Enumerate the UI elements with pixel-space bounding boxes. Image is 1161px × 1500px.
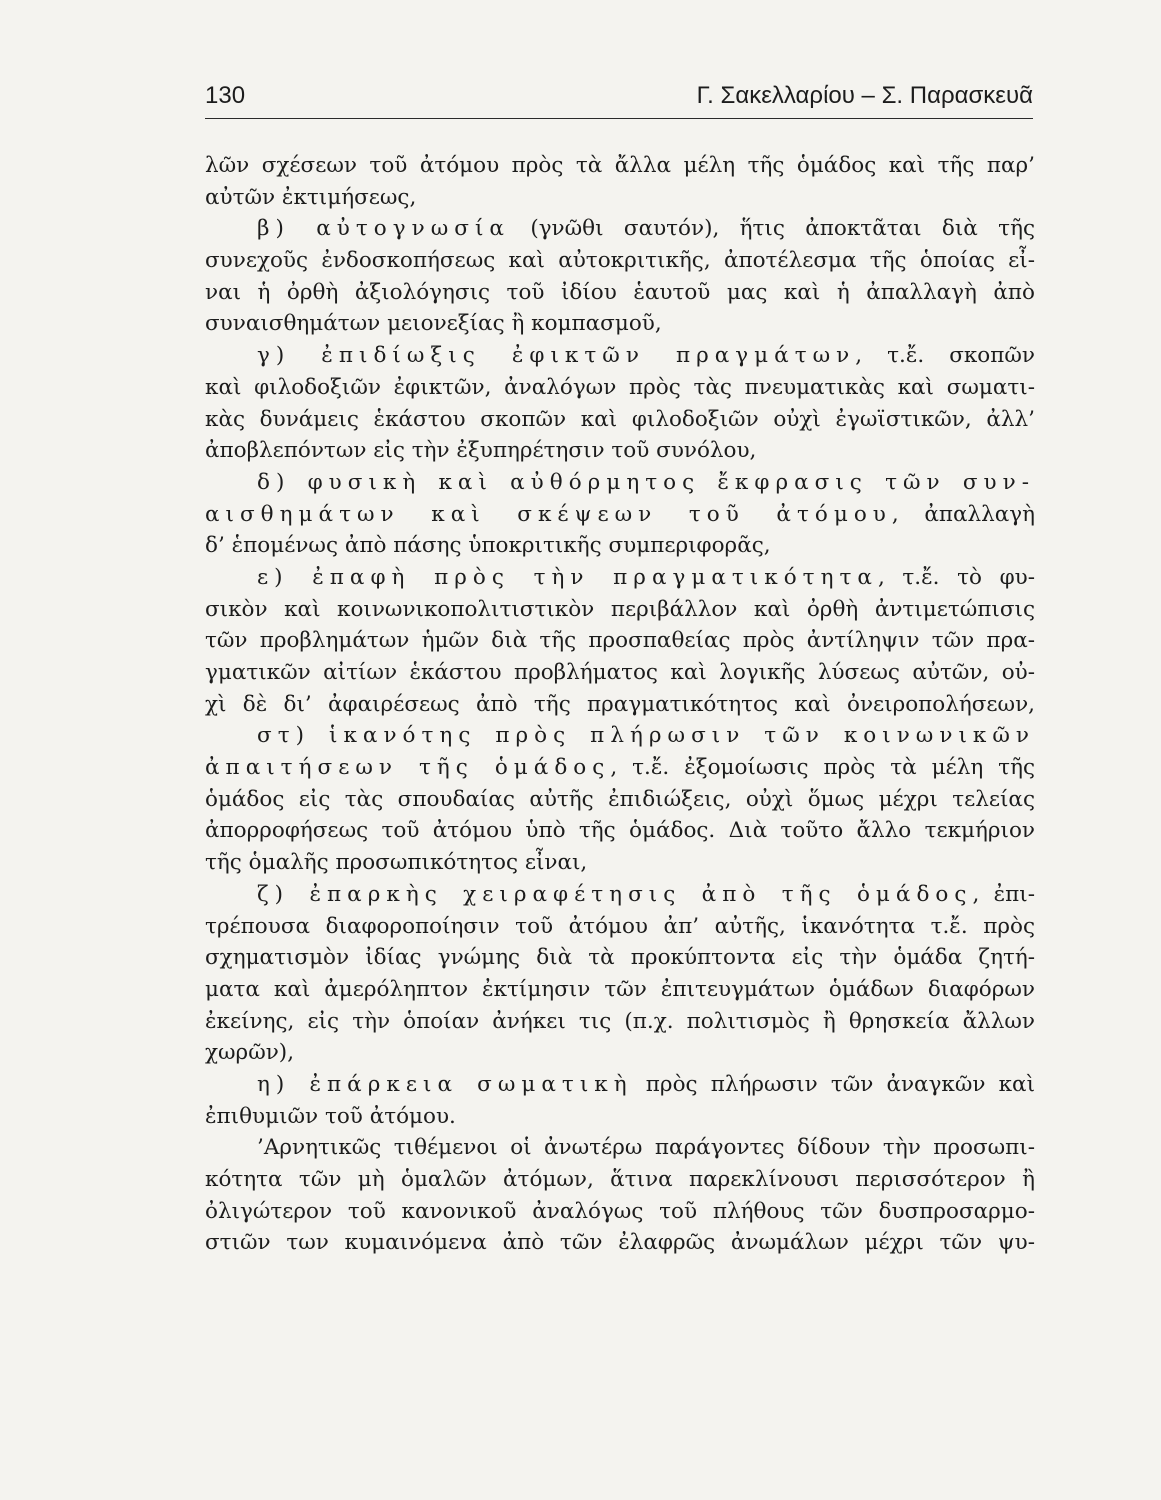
line-text: σχηματισμὸν ἰδίας γνώμης διὰ τὰ προκύπτοντα εἰς τὴν ὁμάδα ζητή- [205, 945, 1035, 971]
text-line [205, 499, 1035, 531]
line-text: τῶν προβλημάτων ἡμῶν διὰ τῆς προσπαθείας πρὸς ἀντίληψιν τῶν πρα- [205, 628, 1035, 654]
text-line [205, 689, 1035, 721]
text-line [205, 1101, 1035, 1133]
line-text: γματικῶν αἰτίων ἑκάστου προβλήματος καὶ λογικῆς λύσεως αὐτῶν, οὐ- [205, 660, 1035, 685]
spaced-term: ἀπαιτήσεων τῆς ὁμάδος [205, 755, 611, 781]
spaced-term: αισθημάτων καὶ σκέψεων τοῦ ἀτόμου [205, 501, 892, 527]
text-line [205, 942, 1035, 974]
line-text: χωρῶν), [205, 1040, 295, 1066]
text-line [205, 1227, 1035, 1259]
text-line [205, 1006, 1035, 1038]
text-line [205, 1037, 1035, 1069]
text-line [205, 879, 1035, 911]
line-text: σικὸν καὶ κοινωνικοπολιτιστικὸν περιβάλλον καὶ ὀρθὴ ἀντιμετώπισις [205, 596, 1035, 622]
running-head: Γ. Σακελλαρίου – Σ. Παρασκευᾶ [696, 82, 1033, 109]
line-text: κὰς δυνάμεις ἑκάστου σκοπῶν καὶ φιλοδοξιῶν οὐχὶ ἐγωϊστικῶν, ἀλλ’ [205, 406, 1035, 432]
text-line [205, 815, 1035, 847]
text-line [205, 1196, 1035, 1228]
spaced-term: δ) φυσικὴ καὶ αὐθόρμητος ἔκφρασις τῶν συν- [257, 469, 1035, 495]
line-text: πρὸς πλήρωσιν τῶν ἀναγκῶν καὶ [632, 1071, 1035, 1097]
line-text: λῶν σχέσεων τοῦ ἀτόμου πρὸς τὰ ἄλλα μέλη τῆς ὁμάδος καὶ τῆς παρ’ [205, 153, 1035, 178]
line-text: , τ.ἔ. σκοπῶν [855, 343, 1035, 369]
text-line [205, 625, 1035, 657]
spaced-term: ε) ἐπαφὴ πρὸς τὴν πραγματικότητα [257, 564, 878, 590]
line-text: χὶ δὲ δι’ ἀφαιρέσεως ἀπὸ τῆς πραγματικότητος καὶ ὀνειροπολήσεων, [205, 691, 1035, 717]
page-number: 130 [205, 82, 246, 109]
line-text: ματα καὶ ἀμερόληπτον ἐκτίμησιν τῶν ἐπιτευγμάτων ὁμάδων διαφόρων [205, 976, 1035, 1002]
line-text: ὁμάδος εἰς τὰς σπουδαίας αὐτῆς ἐπιδιώξεις, οὐχὶ ὅμως μέχρι τελείας [205, 786, 1035, 812]
line-text: καὶ φιλοδοξιῶν ἐφικτῶν, ἀναλόγων πρὸς τὰς πνευματικὰς καὶ σωματι- [205, 374, 1035, 400]
text-line [205, 594, 1035, 626]
text-line [205, 467, 1035, 499]
text-line [205, 277, 1035, 309]
page-header [205, 78, 1033, 119]
text-line [205, 213, 1035, 245]
text-line [205, 150, 1035, 182]
line-text: , τ.ἔ. τὸ φυ- [877, 564, 1035, 590]
text-line [205, 404, 1035, 436]
line-text: συνεχοῦς ἐνδοσκοπήσεως καὶ αὐτοκριτικῆς, ἀποτέλεσμα τῆς ὁποίας εἶ- [205, 248, 1035, 274]
text-line [205, 340, 1035, 372]
text-line [205, 720, 1035, 752]
line-text: στιῶν των κυμαινόμενα ἀπὸ τῶν ἐλαφρῶς ἀνωμάλων μέχρι τῶν ψυ- [205, 1230, 1035, 1256]
spaced-term: η) ἐπάρκεια σωματικὴ [257, 1071, 633, 1097]
text-line [205, 752, 1035, 784]
text-line [205, 974, 1035, 1006]
spaced-term: στ) ἱκανότης πρὸς πλήρωσιν τῶν κοινωνικῶν [257, 723, 1035, 749]
text-line [205, 911, 1035, 943]
line-text: κότητα τῶν μὴ ὁμαλῶν ἀτόμων, ἅτινα παρεκλίνουσι περισσότερον ἢ [205, 1167, 1035, 1192]
text-line [205, 784, 1035, 816]
line-text: ὀλιγώτερον τοῦ κανονικοῦ ἀναλόγως τοῦ πλήθους τῶν δυσπροσαρμο- [205, 1198, 1035, 1224]
line-text: (γνῶθι σαυτόν), ἥτις ἀποκτᾶται διὰ τῆς [509, 216, 1035, 242]
line-text: , τ.ἔ. ἐξομοίωσις πρὸς τὰ μέλη τῆς [610, 755, 1035, 781]
text-line [205, 1164, 1035, 1196]
spaced-term: ζ) ἐπαρκὴς χειραφέτησις ἀπὸ τῆς ὁμάδος [257, 881, 973, 907]
line-text: ναι ἡ ὀρθὴ ἀξιολόγησις τοῦ ἰδίου ἑαυτοῦ μας καὶ ἡ ἀπαλλαγὴ ἀπὸ [205, 279, 1035, 305]
line-text: , ἐπι- [972, 881, 1035, 907]
line-text: τρέπουσα διαφοροποίησιν τοῦ ἀτόμου ἀπ’ αὐτῆς, ἱκανότητα τ.ἔ. πρὸς [205, 913, 1035, 939]
spaced-term: β) αὐτογνωσία [257, 216, 510, 242]
line-text: ’Αρνητικῶς τιθέμενοι οἱ ἀνωτέρω παράγοντες δίδουν τὴν προσωπι- [257, 1135, 1035, 1161]
line-text: ἐπιθυμιῶν τοῦ ἀτόμου. [205, 1103, 456, 1129]
line-text: ἀποβλεπόντων εἰς τὴν ἐξυπηρέτησιν τοῦ συνόλου, [205, 438, 757, 464]
line-text: ἐκείνης, εἰς τὴν ὁποίαν ἀνήκει τις (π.χ. πολιτισμὸς ἢ θρησκεία ἄλλων [205, 1008, 1035, 1034]
text-line [205, 435, 1035, 467]
line-text: , ἀπαλλαγὴ [891, 501, 1035, 527]
text-line [205, 1132, 1035, 1164]
text-line [205, 847, 1035, 879]
text-line [205, 1069, 1035, 1101]
text-line [205, 308, 1035, 340]
line-text: ἀπορροφήσεως τοῦ ἀτόμου ὑπὸ τῆς ὁμάδος. Διὰ τοῦτο ἄλλο τεκμήριον [205, 818, 1035, 844]
text-line [205, 245, 1035, 277]
line-text: συναισθημάτων μειονεξίας ἢ κομπασμοῦ, [205, 311, 662, 337]
text-line [205, 657, 1035, 689]
text-line [205, 372, 1035, 404]
body-text [205, 150, 1035, 1259]
text-line [205, 562, 1035, 594]
line-text: αὐτῶν ἐκτιμήσεως, [205, 184, 417, 210]
text-line [205, 182, 1035, 214]
spaced-term: γ) ἐπιδίωξις ἐφικτῶν πραγμάτων [257, 343, 856, 369]
text-line [205, 530, 1035, 562]
line-text: τῆς ὁμαλῆς προσωπικότητος εἶναι, [205, 850, 588, 876]
line-text: δ’ ἑπομένως ἀπὸ πάσης ὑποκριτικῆς συμπεριφορᾶς, [205, 533, 771, 559]
